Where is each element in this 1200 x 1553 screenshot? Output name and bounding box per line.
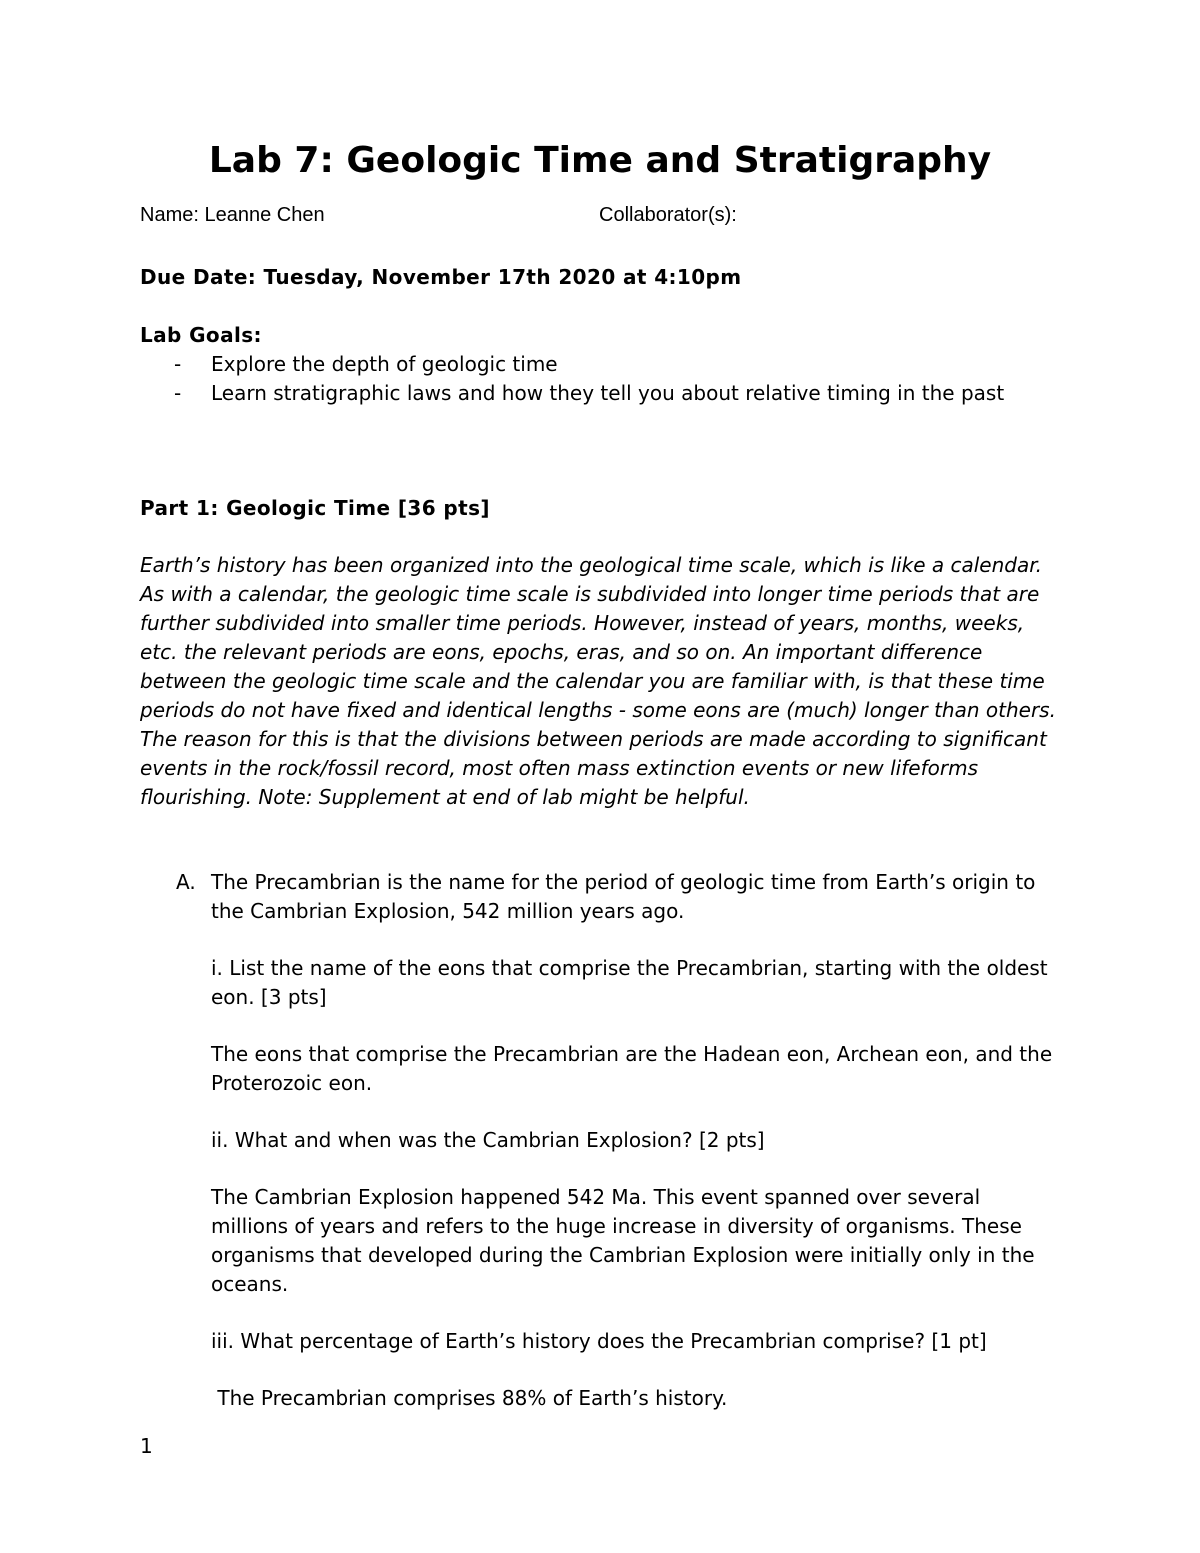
lab-goals-list	[140, 350, 1065, 408]
question-a-prompt: The Precambrian is the name for the period of geologic time from Earth’s origin to the Cambrian Explosion, 542 million years ago.	[211, 870, 1036, 923]
part1-heading: Part 1: Geologic Time [36 pts]	[140, 496, 490, 520]
question-a-i: i. List the name of the eons that comprise the Precambrian, starting with the oldest eon. [3 pts]	[211, 956, 1048, 1009]
part1-intro: Earth’s history has been organized into the geological time scale, which is like a calendar. As with a calendar, the geologic time scale is subdivided into longer time periods that are further subdivided into smaller time periods. However, instead of years, months, weeks, etc. the relevant periods are eons, epochs, eras, and so on. An important difference between the geologic time scale and the calendar you are familiar with, is that these time periods do not have fixed and identical lengths - some eons are (much) longer than others. The reason for this is that the divisions between periods are made according to significant events in the rock/fossil record, most often mass extinction events or new lifeforms flourishing. Note: Supplement at end of lab might be helpful.	[140, 553, 1056, 809]
page-number: 1	[140, 1434, 153, 1458]
question-a-iii: iii. What percentage of Earth’s history does the Precambrian comprise? [1 pt]	[211, 1329, 987, 1353]
bullet-dash: -	[174, 381, 182, 405]
lab-goal-item	[140, 379, 1065, 408]
answer-a-ii: The Cambrian Explosion happened 542 Ma. This event spanned over several millions of years and refers to the huge increase in diversity of organisms. These organisms that developed during the Cambrian Explosion were initially only in the oceans.	[211, 1185, 1035, 1296]
header-meta	[140, 201, 1060, 229]
lab-goal-text: Learn stratigraphic laws and how they tell you about relative timing in the past	[211, 381, 1005, 405]
answer-a-iii: The Precambrian comprises 88% of Earth’s history.	[211, 1386, 728, 1410]
answer-a-i: The eons that comprise the Precambrian are the Hadean eon, Archean eon, and the Proterozoic eon.	[211, 1042, 1053, 1095]
lab-goals-heading: Lab Goals:	[140, 323, 262, 347]
student-name: Name: Leanne Chen	[140, 204, 325, 226]
question-a-marker: A.	[176, 870, 196, 894]
bullet-dash: -	[174, 352, 182, 376]
lab-goal-text: Explore the depth of geologic time	[211, 352, 558, 376]
document-title: Lab 7: Geologic Time and Stratigraphy	[208, 140, 992, 181]
collaborators-label: Collaborator(s):	[599, 204, 737, 226]
due-date: Due Date: Tuesday, November 17th 2020 at 4:10pm	[140, 265, 742, 289]
lab-goal-item	[140, 350, 1065, 379]
question-a-ii: ii. What and when was the Cambrian Explosion? [2 pts]	[211, 1128, 765, 1152]
